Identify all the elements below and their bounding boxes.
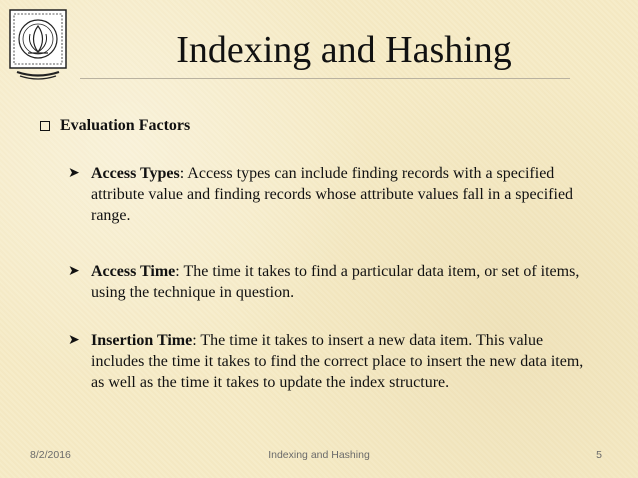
slide-title: Indexing and Hashing: [176, 29, 512, 71]
bullet-term: Insertion Time: [91, 332, 193, 349]
section-heading-label: Evaluation Factors: [60, 117, 191, 134]
bullet-term: Access Time: [91, 263, 176, 280]
page-number: 5: [596, 449, 602, 461]
bullet-description: The time it takes to find a particular data item, or set of items, using the technique in question.: [91, 263, 580, 301]
arrow-bullet-icon: ➤: [68, 333, 80, 348]
footer-date: 8/2/2016: [30, 449, 71, 461]
footer-title: Indexing and Hashing: [268, 449, 370, 461]
bullet-description: Access types can include finding records with a specified attribute value and finding records whose attribute values fall in a specified range.: [91, 165, 574, 224]
bullet-term: Access Types: [91, 165, 180, 182]
bullet-text: [91, 163, 598, 226]
arrow-bullet-icon: ➤: [68, 264, 80, 279]
bullet-separator: :: [179, 165, 185, 182]
bullet-text: [91, 261, 598, 303]
section-heading: [40, 117, 190, 135]
bullet-separator: :: [192, 332, 197, 349]
bullet-insertion-time: [68, 330, 598, 393]
bullet-access-types: [68, 163, 598, 226]
checkbox-icon: [40, 121, 50, 131]
university-logo: [8, 8, 68, 82]
bullet-separator: :: [175, 263, 180, 280]
bullet-access-time: [68, 261, 598, 303]
bullet-text: [91, 330, 598, 393]
title-divider: [80, 78, 570, 79]
bullet-description: The time it takes to insert a new data item. This value includes the time it takes to find the correct place to insert the new data item, as well as the time it takes to update the index structure.: [91, 332, 584, 391]
arrow-bullet-icon: ➤: [68, 166, 80, 181]
